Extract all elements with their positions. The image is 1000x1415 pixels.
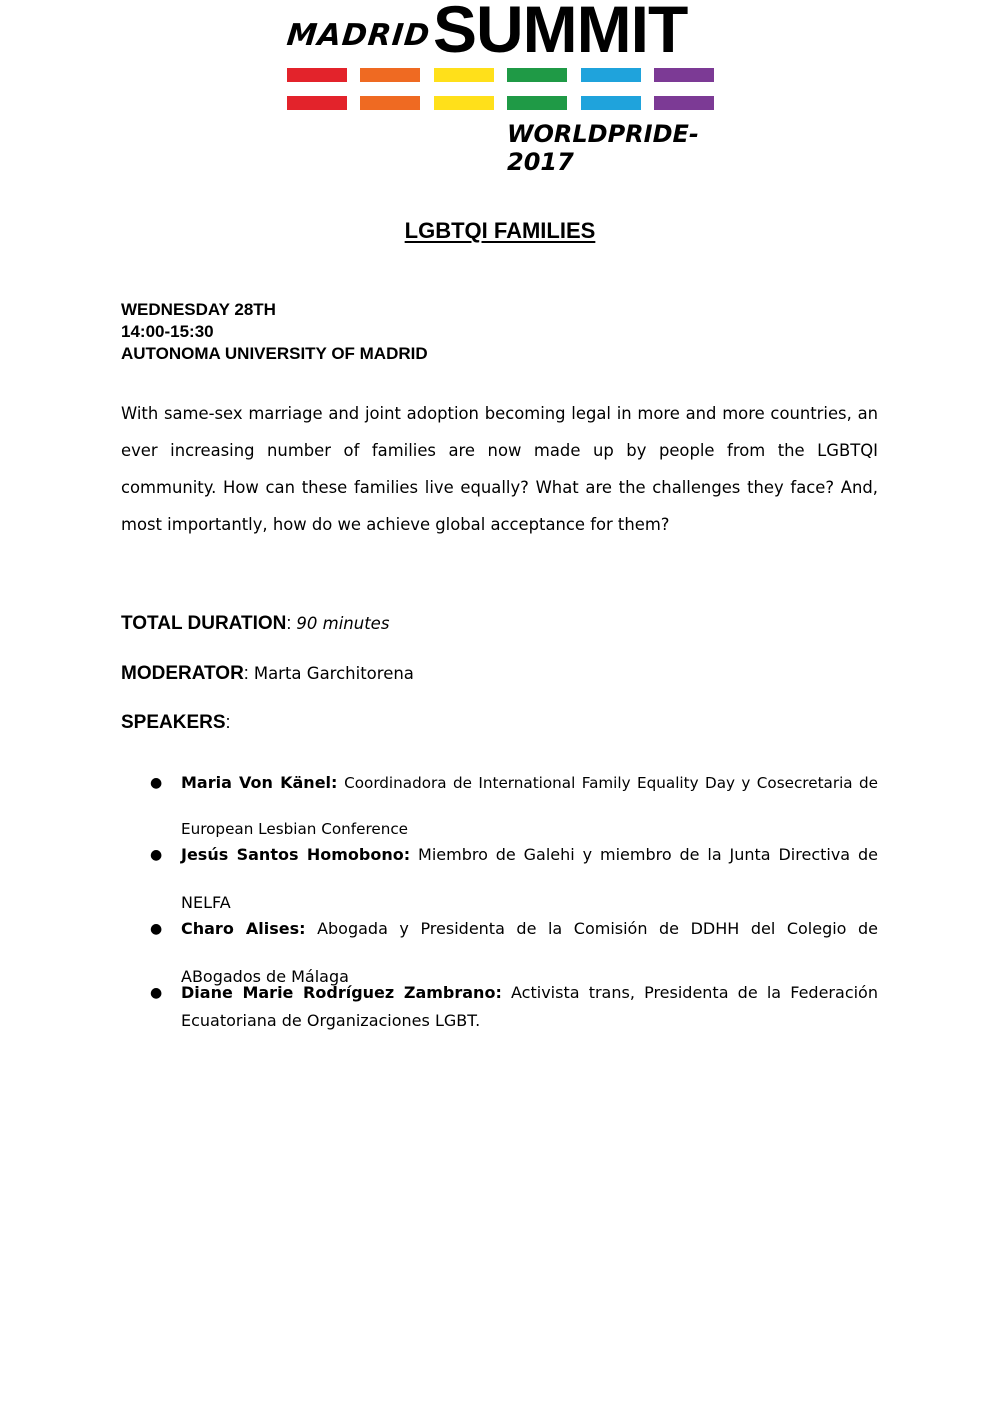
- stripe-green-bottom: [507, 96, 567, 110]
- speaker-item: [150, 905, 879, 986]
- event-time: 14:00-15:30: [121, 322, 214, 341]
- logo-madrid-text: MADRID: [285, 18, 432, 53]
- duration-separator: :: [286, 613, 292, 633]
- logo-summit-text: SUMMIT: [433, 0, 688, 66]
- stripe-blue-bottom: [581, 96, 641, 110]
- stripe-purple-bottom: [654, 96, 714, 110]
- speakers-heading: [121, 712, 231, 734]
- event-date: WEDNESDAY 28TH: [121, 300, 276, 319]
- logo-worldpride-text: WORLDPRIDE-2017: [507, 120, 699, 176]
- stripe-purple-top: [654, 68, 714, 82]
- stripe-orange-top: [360, 68, 420, 82]
- speakers-list: [150, 760, 878, 1035]
- speaker-item: [150, 979, 878, 1035]
- speaker-item: [150, 760, 879, 838]
- moderator-separator: :: [243, 663, 249, 683]
- speaker-name: Charo Alises:: [181, 919, 306, 938]
- bullet-icon: ●: [150, 985, 163, 1001]
- stripe-green-top: [507, 68, 567, 82]
- madrid-summit-logo: [285, 0, 725, 176]
- duration-line: [121, 613, 389, 635]
- speaker-name: Jesús Santos Homobono:: [181, 845, 411, 864]
- document-title: LGBTQI FAMILIES: [404, 218, 596, 243]
- stripe-blue-top: [581, 68, 641, 82]
- stripe-yellow-top: [434, 68, 494, 82]
- duration-label: TOTAL DURATION: [121, 613, 287, 634]
- stripe-yellow-bottom: [434, 96, 494, 110]
- stripe-red-bottom: [287, 96, 347, 110]
- moderator-label: MODERATOR: [121, 663, 244, 684]
- bullet-icon: ●: [150, 775, 163, 791]
- stripe-red-top: [287, 68, 347, 82]
- event-info: [121, 299, 428, 365]
- speaker-role: Coordinadora de International Family Equality Day y Cosecretaria de European Lesbian Conference: [181, 774, 879, 838]
- speaker-name: Maria Von Känel:: [181, 773, 338, 792]
- event-venue: AUTONOMA UNIVERSITY OF MADRID: [121, 344, 428, 363]
- speakers-label: SPEAKERS: [121, 712, 226, 733]
- bullet-icon: ●: [150, 847, 163, 863]
- speakers-separator: :: [225, 712, 231, 732]
- speaker-role: Miembro de Galehi y miembro de la Junta Directiva de NELFA: [181, 845, 878, 912]
- moderator-line: [121, 663, 414, 685]
- speaker-item: [150, 831, 878, 912]
- moderator-value: Marta Garchitorena: [253, 664, 414, 683]
- speaker-name: Diane Marie Rodríguez Zambrano:: [181, 983, 502, 1002]
- duration-value: 90 minutes: [296, 614, 390, 633]
- bullet-icon: ●: [150, 921, 163, 937]
- stripe-orange-bottom: [360, 96, 420, 110]
- speaker-role: Abogada y Presidenta de la Comisión de DDHH del Colegio de ABogados de Málaga: [181, 919, 879, 986]
- speaker-role: Activista trans, Presidenta de la Federación Ecuatoriana de Organizaciones LGBT.: [181, 983, 878, 1030]
- event-description: With same-sex marriage and joint adoption becoming legal in more and more countries, an ever increasing number of families are now made up by people from the LGBTQI community. How can these families live equally? What are the challenges they face? And, most importantly, how do we achieve global acceptance for them?: [121, 404, 878, 534]
